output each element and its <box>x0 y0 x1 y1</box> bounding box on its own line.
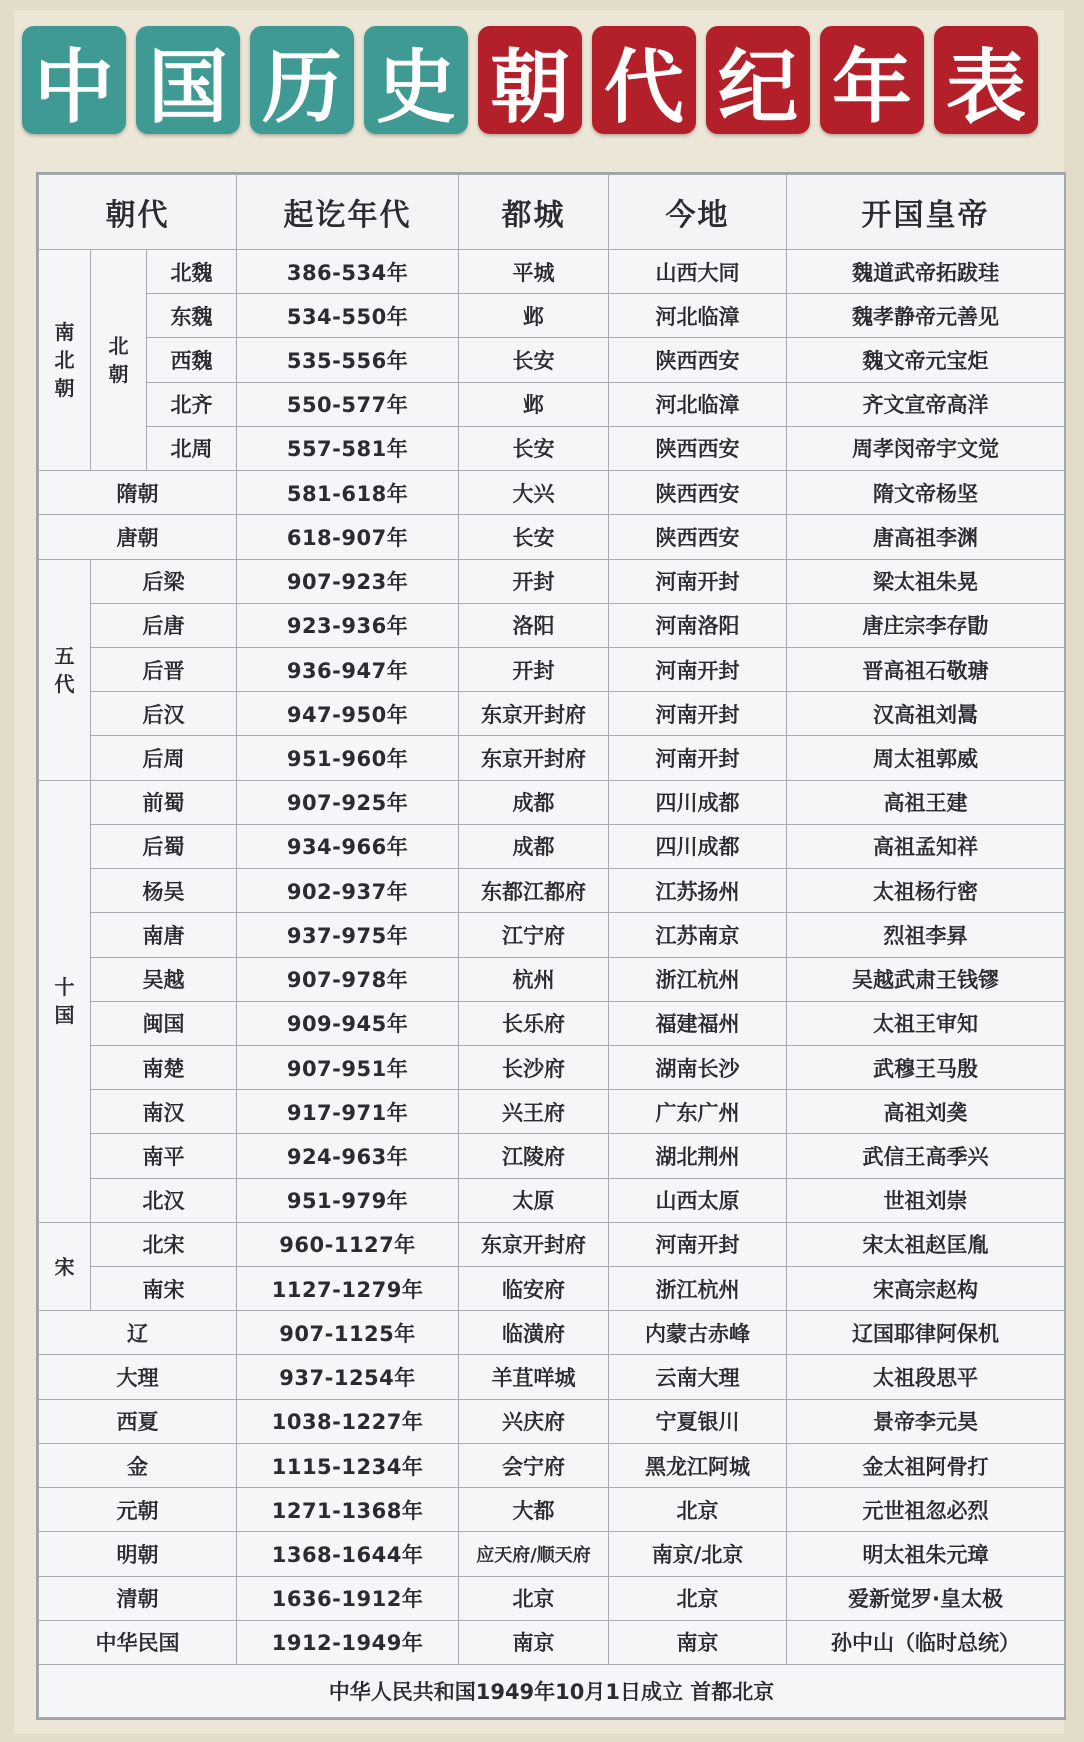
dynasty-years: 907-923年 <box>237 559 459 603</box>
dynasty-name: 南平 <box>91 1134 237 1178</box>
dynasty-today: 河南开封 <box>609 692 787 736</box>
dynasty-today: 陕西西安 <box>609 471 787 515</box>
dynasty-founder: 齐文宣帝高洋 <box>787 382 1065 426</box>
dynasty-years: 907-978年 <box>237 957 459 1001</box>
table-row <box>39 1178 1065 1222</box>
table-row <box>39 603 1065 647</box>
dynasty-founder: 宋太祖赵匡胤 <box>787 1222 1065 1266</box>
dynasty-founder: 太祖杨行密 <box>787 869 1065 913</box>
dynasty-years: 909-945年 <box>237 1001 459 1045</box>
title-char: 代 <box>592 26 696 134</box>
dynasty-name: 闽国 <box>91 1001 237 1045</box>
dynasty-capital: 平城 <box>459 250 609 294</box>
dynasty-name: 清朝 <box>39 1576 237 1620</box>
dynasty-founder: 魏文帝元宝炬 <box>787 338 1065 382</box>
table-row <box>39 1001 1065 1045</box>
dynasty-capital: 南京 <box>459 1620 609 1664</box>
dynasty-years: 534-550年 <box>237 294 459 338</box>
dynasty-founder: 魏孝静帝元善见 <box>787 294 1065 338</box>
title-char: 历 <box>250 26 354 134</box>
dynasty-founder: 晋高祖石敬瑭 <box>787 647 1065 691</box>
dynasty-capital: 会宁府 <box>459 1443 609 1487</box>
table-row <box>39 1488 1065 1532</box>
dynasty-years: 618-907年 <box>237 515 459 559</box>
group-beichao: 北朝 <box>91 250 147 471</box>
dynasty-years: 923-936年 <box>237 603 459 647</box>
dynasty-years: 386-534年 <box>237 250 459 294</box>
dynasty-name: 南宋 <box>91 1267 237 1311</box>
dynasty-today: 河北临漳 <box>609 294 787 338</box>
dynasty-years: 937-1254年 <box>237 1355 459 1399</box>
dynasty-today: 河南开封 <box>609 559 787 603</box>
table-row <box>39 1443 1065 1487</box>
dynasty-today: 陕西西安 <box>609 426 787 470</box>
table-row <box>39 1267 1065 1311</box>
dynasty-years: 917-971年 <box>237 1090 459 1134</box>
dynasty-years: 936-947年 <box>237 647 459 691</box>
table-row <box>39 824 1065 868</box>
dynasty-name: 隋朝 <box>39 471 237 515</box>
table-row <box>39 338 1065 382</box>
dynasty-founder: 吴越武肃王钱镠 <box>787 957 1065 1001</box>
table-row <box>39 515 1065 559</box>
table-row <box>39 1576 1065 1620</box>
dynasty-capital: 太原 <box>459 1178 609 1222</box>
dynasty-capital: 东京开封府 <box>459 692 609 736</box>
dynasty-capital: 临安府 <box>459 1267 609 1311</box>
dynasty-founder: 世祖刘崇 <box>787 1178 1065 1222</box>
table-body <box>39 250 1065 1718</box>
dynasty-founder: 高祖王建 <box>787 780 1065 824</box>
dynasty-capital: 开封 <box>459 559 609 603</box>
group-wudai: 五代 <box>39 559 91 780</box>
dynasty-today: 四川成都 <box>609 780 787 824</box>
dynasty-capital: 开封 <box>459 647 609 691</box>
dynasty-founder: 辽国耶律阿保机 <box>787 1311 1065 1355</box>
dynasty-name: 北齐 <box>147 382 237 426</box>
title-char: 纪 <box>706 26 810 134</box>
dynasty-name: 西夏 <box>39 1399 237 1443</box>
dynasty-name: 后周 <box>91 736 237 780</box>
dynasty-years: 951-979年 <box>237 1178 459 1222</box>
table-row <box>39 1311 1065 1355</box>
dynasty-founder: 烈祖李昪 <box>787 913 1065 957</box>
dynasty-today: 山西大同 <box>609 250 787 294</box>
table-row <box>39 913 1065 957</box>
header-dynasty: 朝代 <box>39 175 237 250</box>
title-char: 年 <box>820 26 924 134</box>
dynasty-today: 湖北荆州 <box>609 1134 787 1178</box>
dynasty-today: 陕西西安 <box>609 515 787 559</box>
title-char: 史 <box>364 26 468 134</box>
table-row <box>39 736 1065 780</box>
dynasty-founder: 太祖段思平 <box>787 1355 1065 1399</box>
dynasty-capital: 洛阳 <box>459 603 609 647</box>
dynasty-today: 河南开封 <box>609 736 787 780</box>
dynasty-years: 902-937年 <box>237 869 459 913</box>
dynasty-table <box>36 172 1066 1720</box>
dynasty-capital: 大兴 <box>459 471 609 515</box>
dynasty-name: 东魏 <box>147 294 237 338</box>
table-row <box>39 250 1065 294</box>
dynasty-founder: 周太祖郭威 <box>787 736 1065 780</box>
dynasty-capital: 江宁府 <box>459 913 609 957</box>
table-row <box>39 1134 1065 1178</box>
footer-row <box>39 1665 1065 1718</box>
dynasty-capital: 长沙府 <box>459 1045 609 1089</box>
dynasty-founder: 唐高祖李渊 <box>787 515 1065 559</box>
table-row <box>39 780 1065 824</box>
dynasty-today: 黑龙江阿城 <box>609 1443 787 1487</box>
dynasty-founder: 高祖刘䶮 <box>787 1090 1065 1134</box>
header-today: 今地 <box>609 175 787 250</box>
table-row <box>39 869 1065 913</box>
dynasty-years: 934-966年 <box>237 824 459 868</box>
dynasty-years: 937-975年 <box>237 913 459 957</box>
dynasty-name: 唐朝 <box>39 515 237 559</box>
dynasty-years: 907-925年 <box>237 780 459 824</box>
table-row <box>39 1532 1065 1576</box>
dynasty-years: 1636-1912年 <box>237 1576 459 1620</box>
table-row <box>39 1045 1065 1089</box>
table-row <box>39 559 1065 603</box>
dynasty-years: 907-1125年 <box>237 1311 459 1355</box>
dynasty-years: 581-618年 <box>237 471 459 515</box>
dynasty-founder: 魏道武帝拓跋珪 <box>787 250 1065 294</box>
dynasty-years: 951-960年 <box>237 736 459 780</box>
dynasty-years: 960-1127年 <box>237 1222 459 1266</box>
dynasty-capital: 临潢府 <box>459 1311 609 1355</box>
dynasty-capital: 兴王府 <box>459 1090 609 1134</box>
dynasty-founder: 金太祖阿骨打 <box>787 1443 1065 1487</box>
dynasty-today: 广东广州 <box>609 1090 787 1134</box>
dynasty-capital: 杭州 <box>459 957 609 1001</box>
table-row <box>39 692 1065 736</box>
dynasty-name: 辽 <box>39 1311 237 1355</box>
dynasty-founder: 汉高祖刘暠 <box>787 692 1065 736</box>
dynasty-founder: 唐庄宗李存勖 <box>787 603 1065 647</box>
dynasty-years: 1368-1644年 <box>237 1532 459 1576</box>
table-row <box>39 294 1065 338</box>
dynasty-years: 947-950年 <box>237 692 459 736</box>
dynasty-founder: 武穆王马殷 <box>787 1045 1065 1089</box>
dynasty-founder: 梁太祖朱晃 <box>787 559 1065 603</box>
dynasty-years: 1115-1234年 <box>237 1443 459 1487</box>
dynasty-today: 河南洛阳 <box>609 603 787 647</box>
dynasty-capital: 成都 <box>459 780 609 824</box>
dynasty-name: 北周 <box>147 426 237 470</box>
dynasty-today: 河南开封 <box>609 647 787 691</box>
table-row <box>39 471 1065 515</box>
dynasty-capital: 成都 <box>459 824 609 868</box>
header-founder: 开国皇帝 <box>787 175 1065 250</box>
dynasty-today: 内蒙古赤峰 <box>609 1311 787 1355</box>
dynasty-today: 河南开封 <box>609 1222 787 1266</box>
dynasty-today: 北京 <box>609 1576 787 1620</box>
dynasty-today: 江苏扬州 <box>609 869 787 913</box>
dynasty-today: 宁夏银川 <box>609 1399 787 1443</box>
dynasty-capital: 应天府/顺天府 <box>459 1532 609 1576</box>
dynasty-founder: 景帝李元昊 <box>787 1399 1065 1443</box>
table-row <box>39 426 1065 470</box>
dynasty-founder: 高祖孟知祥 <box>787 824 1065 868</box>
group-nanbeichao: 南北朝 <box>39 250 91 471</box>
table-row <box>39 1222 1065 1266</box>
dynasty-capital: 东京开封府 <box>459 1222 609 1266</box>
dynasty-capital: 长安 <box>459 338 609 382</box>
table-row <box>39 957 1065 1001</box>
dynasty-founder: 武信王高季兴 <box>787 1134 1065 1178</box>
dynasty-name: 西魏 <box>147 338 237 382</box>
table-row <box>39 647 1065 691</box>
table-row <box>39 382 1065 426</box>
dynasty-founder: 明太祖朱元璋 <box>787 1532 1065 1576</box>
dynasty-founder: 元世祖忽必烈 <box>787 1488 1065 1532</box>
dynasty-years: 1912-1949年 <box>237 1620 459 1664</box>
dynasty-name: 后蜀 <box>91 824 237 868</box>
dynasty-capital: 邺 <box>459 382 609 426</box>
header-capital: 都城 <box>459 175 609 250</box>
table-row <box>39 1399 1065 1443</box>
dynasty-name: 北魏 <box>147 250 237 294</box>
dynasty-capital: 长乐府 <box>459 1001 609 1045</box>
dynasty-name: 金 <box>39 1443 237 1487</box>
dynasty-capital: 大都 <box>459 1488 609 1532</box>
dynasty-years: 1271-1368年 <box>237 1488 459 1532</box>
dynasty-name: 大理 <box>39 1355 237 1399</box>
header-row <box>39 175 1065 250</box>
group-song: 宋 <box>39 1222 91 1310</box>
table-row <box>39 1355 1065 1399</box>
page-title <box>22 26 1072 146</box>
dynasty-years: 557-581年 <box>237 426 459 470</box>
dynasty-capital: 江陵府 <box>459 1134 609 1178</box>
dynasty-today: 浙江杭州 <box>609 957 787 1001</box>
dynasty-capital: 东京开封府 <box>459 736 609 780</box>
footer-note: 中华人民共和国1949年10月1日成立 首都北京 <box>39 1665 1065 1718</box>
dynasty-name: 杨吴 <box>91 869 237 913</box>
dynasty-name: 南唐 <box>91 913 237 957</box>
header-years: 起讫年代 <box>237 175 459 250</box>
group-shiguo: 十国 <box>39 780 91 1222</box>
dynasty-today: 江苏南京 <box>609 913 787 957</box>
title-char: 中 <box>22 26 126 134</box>
dynasty-name: 南汉 <box>91 1090 237 1134</box>
dynasty-today: 陕西西安 <box>609 338 787 382</box>
dynasty-capital: 北京 <box>459 1576 609 1620</box>
dynasty-years: 550-577年 <box>237 382 459 426</box>
dynasty-name: 后汉 <box>91 692 237 736</box>
dynasty-name: 元朝 <box>39 1488 237 1532</box>
dynasty-name: 南楚 <box>91 1045 237 1089</box>
dynasty-name: 后梁 <box>91 559 237 603</box>
dynasty-years: 1038-1227年 <box>237 1399 459 1443</box>
dynasty-founder: 孙中山（临时总统） <box>787 1620 1065 1664</box>
table-row <box>39 1620 1065 1664</box>
dynasty-founder: 隋文帝杨坚 <box>787 471 1065 515</box>
dynasty-years: 535-556年 <box>237 338 459 382</box>
dynasty-name: 后晋 <box>91 647 237 691</box>
dynasty-today: 云南大理 <box>609 1355 787 1399</box>
dynasty-today: 湖南长沙 <box>609 1045 787 1089</box>
dynasty-today: 河北临漳 <box>609 382 787 426</box>
dynasty-capital: 长安 <box>459 515 609 559</box>
dynasty-capital: 羊苴咩城 <box>459 1355 609 1399</box>
dynasty-name: 北宋 <box>91 1222 237 1266</box>
dynasty-today: 浙江杭州 <box>609 1267 787 1311</box>
dynasty-capital: 兴庆府 <box>459 1399 609 1443</box>
title-char: 朝 <box>478 26 582 134</box>
dynasty-name: 吴越 <box>91 957 237 1001</box>
dynasty-founder: 太祖王审知 <box>787 1001 1065 1045</box>
dynasty-name: 后唐 <box>91 603 237 647</box>
dynasty-founder: 周孝闵帝宇文觉 <box>787 426 1065 470</box>
dynasty-today: 南京 <box>609 1620 787 1664</box>
dynasty-capital: 邺 <box>459 294 609 338</box>
dynasty-founder: 爱新觉罗·皇太极 <box>787 1576 1065 1620</box>
dynasty-name: 中华民国 <box>39 1620 237 1664</box>
table-row <box>39 1090 1065 1134</box>
dynasty-name: 北汉 <box>91 1178 237 1222</box>
dynasty-today: 福建福州 <box>609 1001 787 1045</box>
dynasty-founder: 宋高宗赵构 <box>787 1267 1065 1311</box>
dynasty-today: 北京 <box>609 1488 787 1532</box>
dynasty-years: 924-963年 <box>237 1134 459 1178</box>
dynasty-name: 明朝 <box>39 1532 237 1576</box>
dynasty-capital: 长安 <box>459 426 609 470</box>
dynasty-today: 山西太原 <box>609 1178 787 1222</box>
title-char: 表 <box>934 26 1038 134</box>
title-char: 国 <box>136 26 240 134</box>
dynasty-today: 南京/北京 <box>609 1532 787 1576</box>
dynasty-years: 907-951年 <box>237 1045 459 1089</box>
dynasty-capital: 东都江都府 <box>459 869 609 913</box>
dynasty-today: 四川成都 <box>609 824 787 868</box>
dynasty-name: 前蜀 <box>91 780 237 824</box>
dynasty-years: 1127-1279年 <box>237 1267 459 1311</box>
